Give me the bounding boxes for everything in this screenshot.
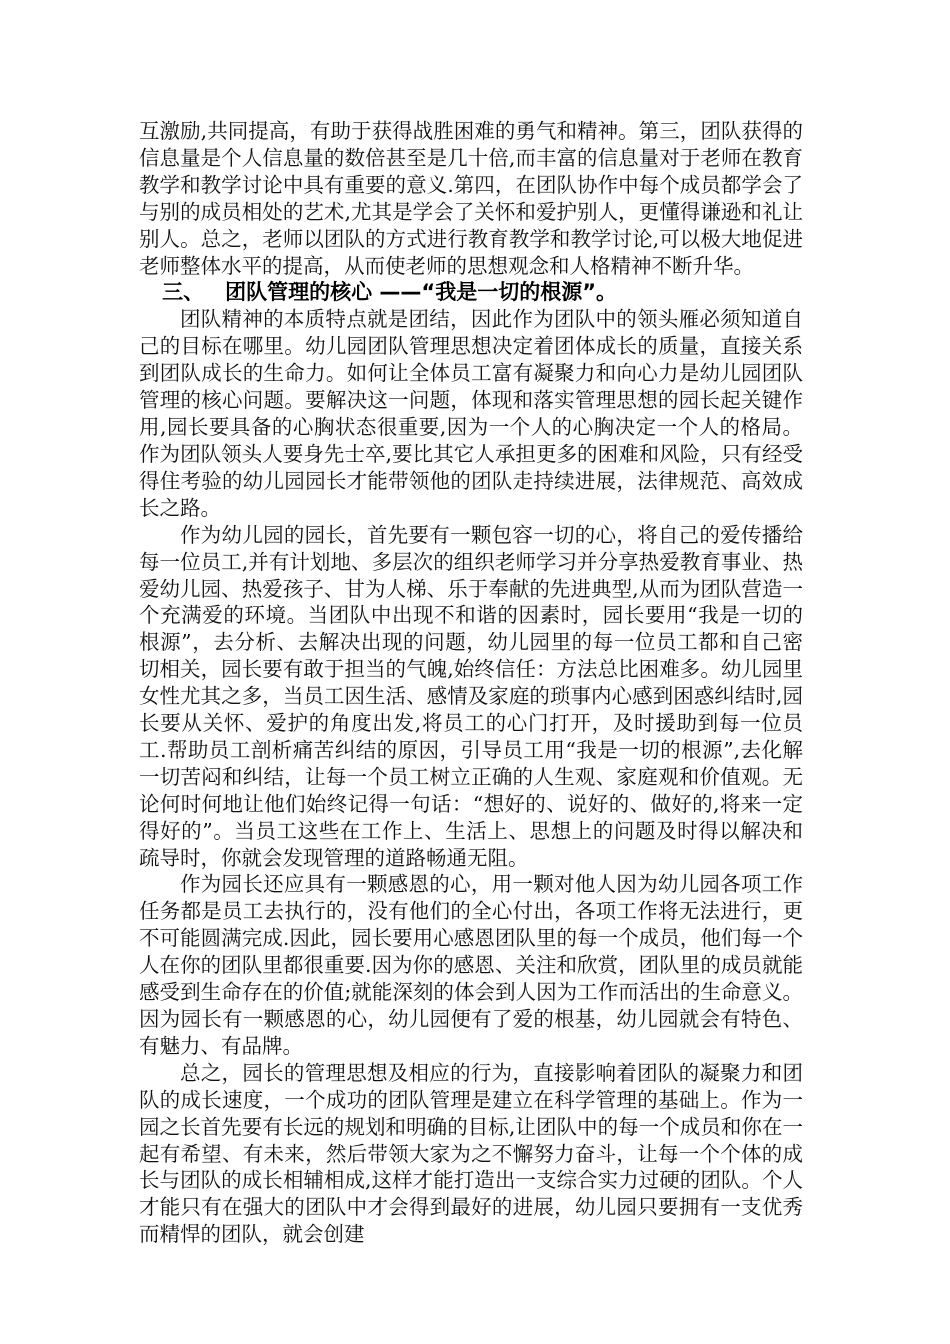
section-heading — [139, 279, 803, 306]
continuation-paragraph: 互激励,共同提高，有助于获得战胜困难的勇气和精神。第三，团队获得的信息量是个人信息量的数倍甚至是几十倍,而丰富的信息量对于老师在教育教学和教学讨论中具有重要的意义.第四，在团队协作中每个成员都学会了与别的成员相处的艺术,尤其是学会了关怀和爱护别人，更懂得谦逊和礼让别人。总之，老师以团队的方式进行教育教学和教学讨论,可以极大地促进老师整体水平的提高，从而使老师的思想观念和人格精神不断升华。 — [139, 119, 803, 278]
body-paragraph: 作为园长还应具有一颗感恩的心，用一颗对他人因为幼儿园各项工作任务都是员工去执行的，没有他们的全心付出，各项工作将无法进行，更不可能圆满完成.因此，园长要用心感恩团队里的每一个成员，他们每一个人在你的团队里都很重要.因为你的感恩、关注和欣赏，团队里的成员就能感受到生命存在的价值;就能深刻的体会到人因为工作而活出的生命意义。因为园长有一颗感恩的心，幼儿园便有了爱的根基，幼儿园就会有特色、有魅力、有品牌。 — [139, 872, 803, 1058]
document-body — [139, 118, 803, 1248]
body-paragraph: 作为幼儿园的园长，首先要有一颗包容一切的心，将自己的爱传播给每一位员工,并有计划地、多层次的组织老师学习并分享热爱教育事业、热爱幼儿园、热爱孩子、甘为人梯、乐于奉献的先进典型,从而为团队营造一个充满爱的环境。当团队中出现不和谐的因素时，园长要用“我是一切的根源”，去分析、去解决出现的问题，幼儿园里的每一位员工都和自己密切相关，园长要有敢于担当的气魄,始终信任：方法总比困难多。幼儿园里女性尤其之多，当员工因生活、感情及家庭的琐事内心感到困惑纠结时,园长要从关怀、爱护的角度出发,将员工的心门打开，及时援助到每一位员工.帮助员工剖析痛苦纠结的原因，引导员工用“我是一切的根源”,去化解一切苦闷和纠结，让每一个员工树立正确的人生观、家庭观和价值观。无论何时何地让他们始终记得一句话：“想好的、说好的、做好的,将来一定得好的”。当员工这些在工作上、生活上、思想上的问题及时得以解决和疏导时，你就会发现管理的道路畅通无阻。 — [139, 522, 803, 870]
section-number: 三、 — [162, 280, 205, 305]
section-title: 团队管理的核心 ——“我是一切的根源”。 — [225, 280, 618, 305]
body-paragraph: 总之，园长的管理思想及相应的行为，直接影响着团队的凝聚力和团队的成长速度，一个成功的团队管理是建立在科学管理的基础上。作为一园之长首先要有长远的规划和明确的目标,让团队中的每一个成员和你在一起有希望、有未来，然后带领大家为之不懈努力奋斗，让每一个个体的成长与团队的成长相辅相成,这样才能打造出一支综合实力过硬的团队。个人才能只有在强大的团队中才会得到最好的进展，幼儿园只要拥有一支优秀而精悍的团队，就会创建 — [139, 1060, 803, 1247]
body-paragraph: 团队精神的本质特点就是团结，因此作为团队中的领头雁必须知道自己的目标在哪里。幼儿园团队管理思想决定着团体成长的质量，直接关系到团队成长的生命力。如何让全体员工富有凝聚力和向心力是幼儿园团队管理的核心问题。要解决这一问题，体现和落实管理思想的园长起关键作用,园长要具备的心胸状态很重要,因为一个人的心胸决定一个人的格局。作为团队领头人要身先士卒,要比其它人承担更多的困难和风险，只有经受得住考验的幼儿园园长才能带领他的团队走持续进展，法律规范、高效成长之路。 — [139, 307, 803, 520]
